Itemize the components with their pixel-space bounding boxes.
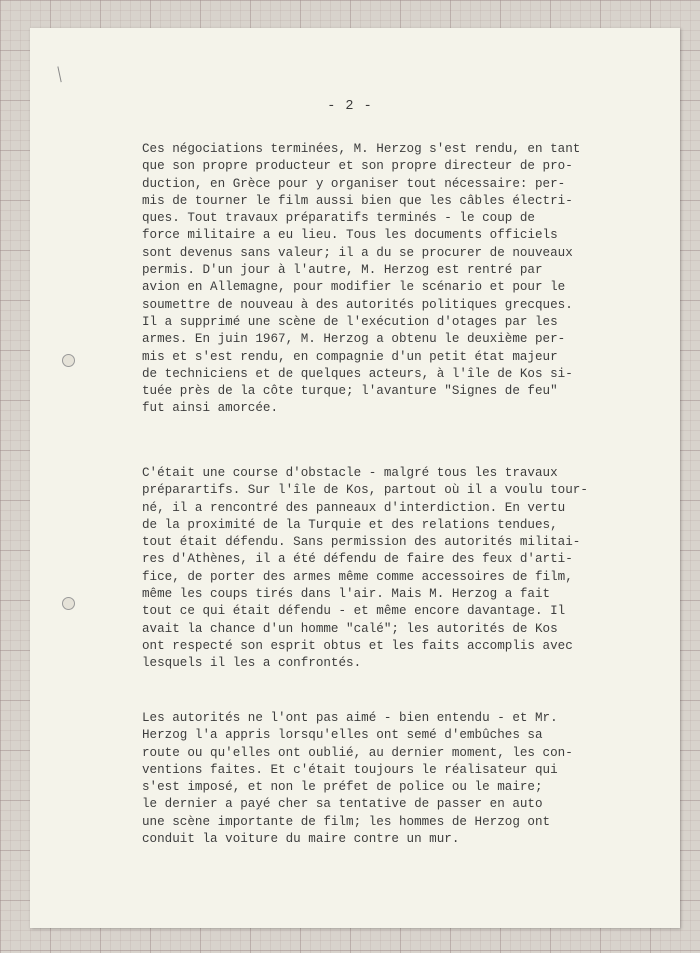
text-line: fice, de porter des armes même comme accessoires de film, — [142, 569, 573, 584]
paragraph-2 — [142, 465, 622, 673]
text-line: duction, en Grèce pour y organiser tout nécessaire: per- — [142, 176, 566, 191]
text-line: ont respecté son esprit obtus et les faits accomplis avec — [142, 638, 573, 653]
text-line: lesquels il les a confrontés. — [142, 656, 362, 671]
text-line: mis de tourner le film aussi bien que les câbles électri- — [142, 193, 573, 208]
text-line: préparartifs. Sur l'île de Kos, partout où il a voulu tour- — [142, 483, 588, 498]
punch-hole-upper — [62, 354, 75, 367]
text-line: né, il a rencontré des panneaux d'interdiction. En vertu — [142, 500, 566, 515]
text-line: C'était une course d'obstacle - malgré tous les travaux — [142, 466, 558, 480]
text-line: Ces négociations terminées, M. Herzog s'est rendu, en tant — [142, 142, 581, 156]
text-line: même les coups tirés dans l'air. Mais M. Herzog a fait — [142, 587, 551, 602]
text-line: s'est imposé, et non le préfet de police ou le maire; — [142, 780, 543, 795]
text-line: fut ainsi amorcée. — [142, 401, 279, 416]
text-line: Il a supprimé une scène de l'exécution d'otages par les — [142, 314, 558, 329]
text-line: avait la chance d'un homme "calé"; les autorités de Kos — [142, 621, 558, 636]
text-line: avion en Allemagne, pour modifier le scénario et pour le — [142, 280, 566, 295]
text-line: armes. En juin 1967, M. Herzog a obtenu le deuxième per- — [142, 332, 566, 347]
text-line: sont devenus sans valeur; il a du se procurer de nouveaux — [142, 245, 573, 260]
text-line: de techniciens et de quelques acteurs, à l'île de Kos si- — [142, 366, 573, 381]
punch-hole-lower — [62, 597, 75, 610]
text-line: permis. D'un jour à l'autre, M. Herzog est rentré par — [142, 263, 543, 278]
text-line: force militaire a eu lieu. Tous les documents officiels — [142, 228, 558, 243]
text-line: soumettre de nouveau à des autorités politiques grecques. — [142, 297, 573, 312]
paragraph-1 — [142, 141, 622, 418]
text-line: Les autorités ne l'ont pas aimé - bien entendu - et Mr. — [142, 711, 558, 725]
text-line: res d'Athènes, il a été défendu de faire des feux d'arti- — [142, 552, 573, 567]
text-line: tout ce qui était défendu - et même encore davantage. Il — [142, 604, 566, 619]
text-line: ventions faites. Et c'était toujours le réalisateur qui — [142, 762, 558, 777]
text-line: route ou qu'elles ont oublié, au dernier moment, les con- — [142, 745, 573, 760]
text-line: une scène importante de film; les hommes de Herzog ont — [142, 814, 551, 829]
page-number: - 2 - — [327, 99, 373, 114]
text-line: tout était défendu. Sans permission des autorités militai- — [142, 535, 581, 550]
paragraph-3 — [142, 710, 622, 848]
text-line: de la proximité de la Turquie et des relations tendues, — [142, 517, 558, 532]
text-line: le dernier a payé cher sa tentative de passer en auto — [142, 797, 543, 812]
text-line: conduit la voiture du maire contre un mur. — [142, 832, 460, 847]
text-line: Herzog l'a appris lorsqu'elles ont semé d'embûches sa — [142, 728, 543, 743]
text-line: ques. Tout travaux préparatifs terminés - le coup de — [142, 211, 535, 226]
text-line: mis et s'est rendu, en compagnie d'un petit état majeur — [142, 349, 558, 364]
text-line: tuée près de la côte turque; l'avanture "Signes de feu" — [142, 384, 558, 399]
text-line: que son propre producteur et son propre directeur de pro- — [142, 159, 573, 174]
